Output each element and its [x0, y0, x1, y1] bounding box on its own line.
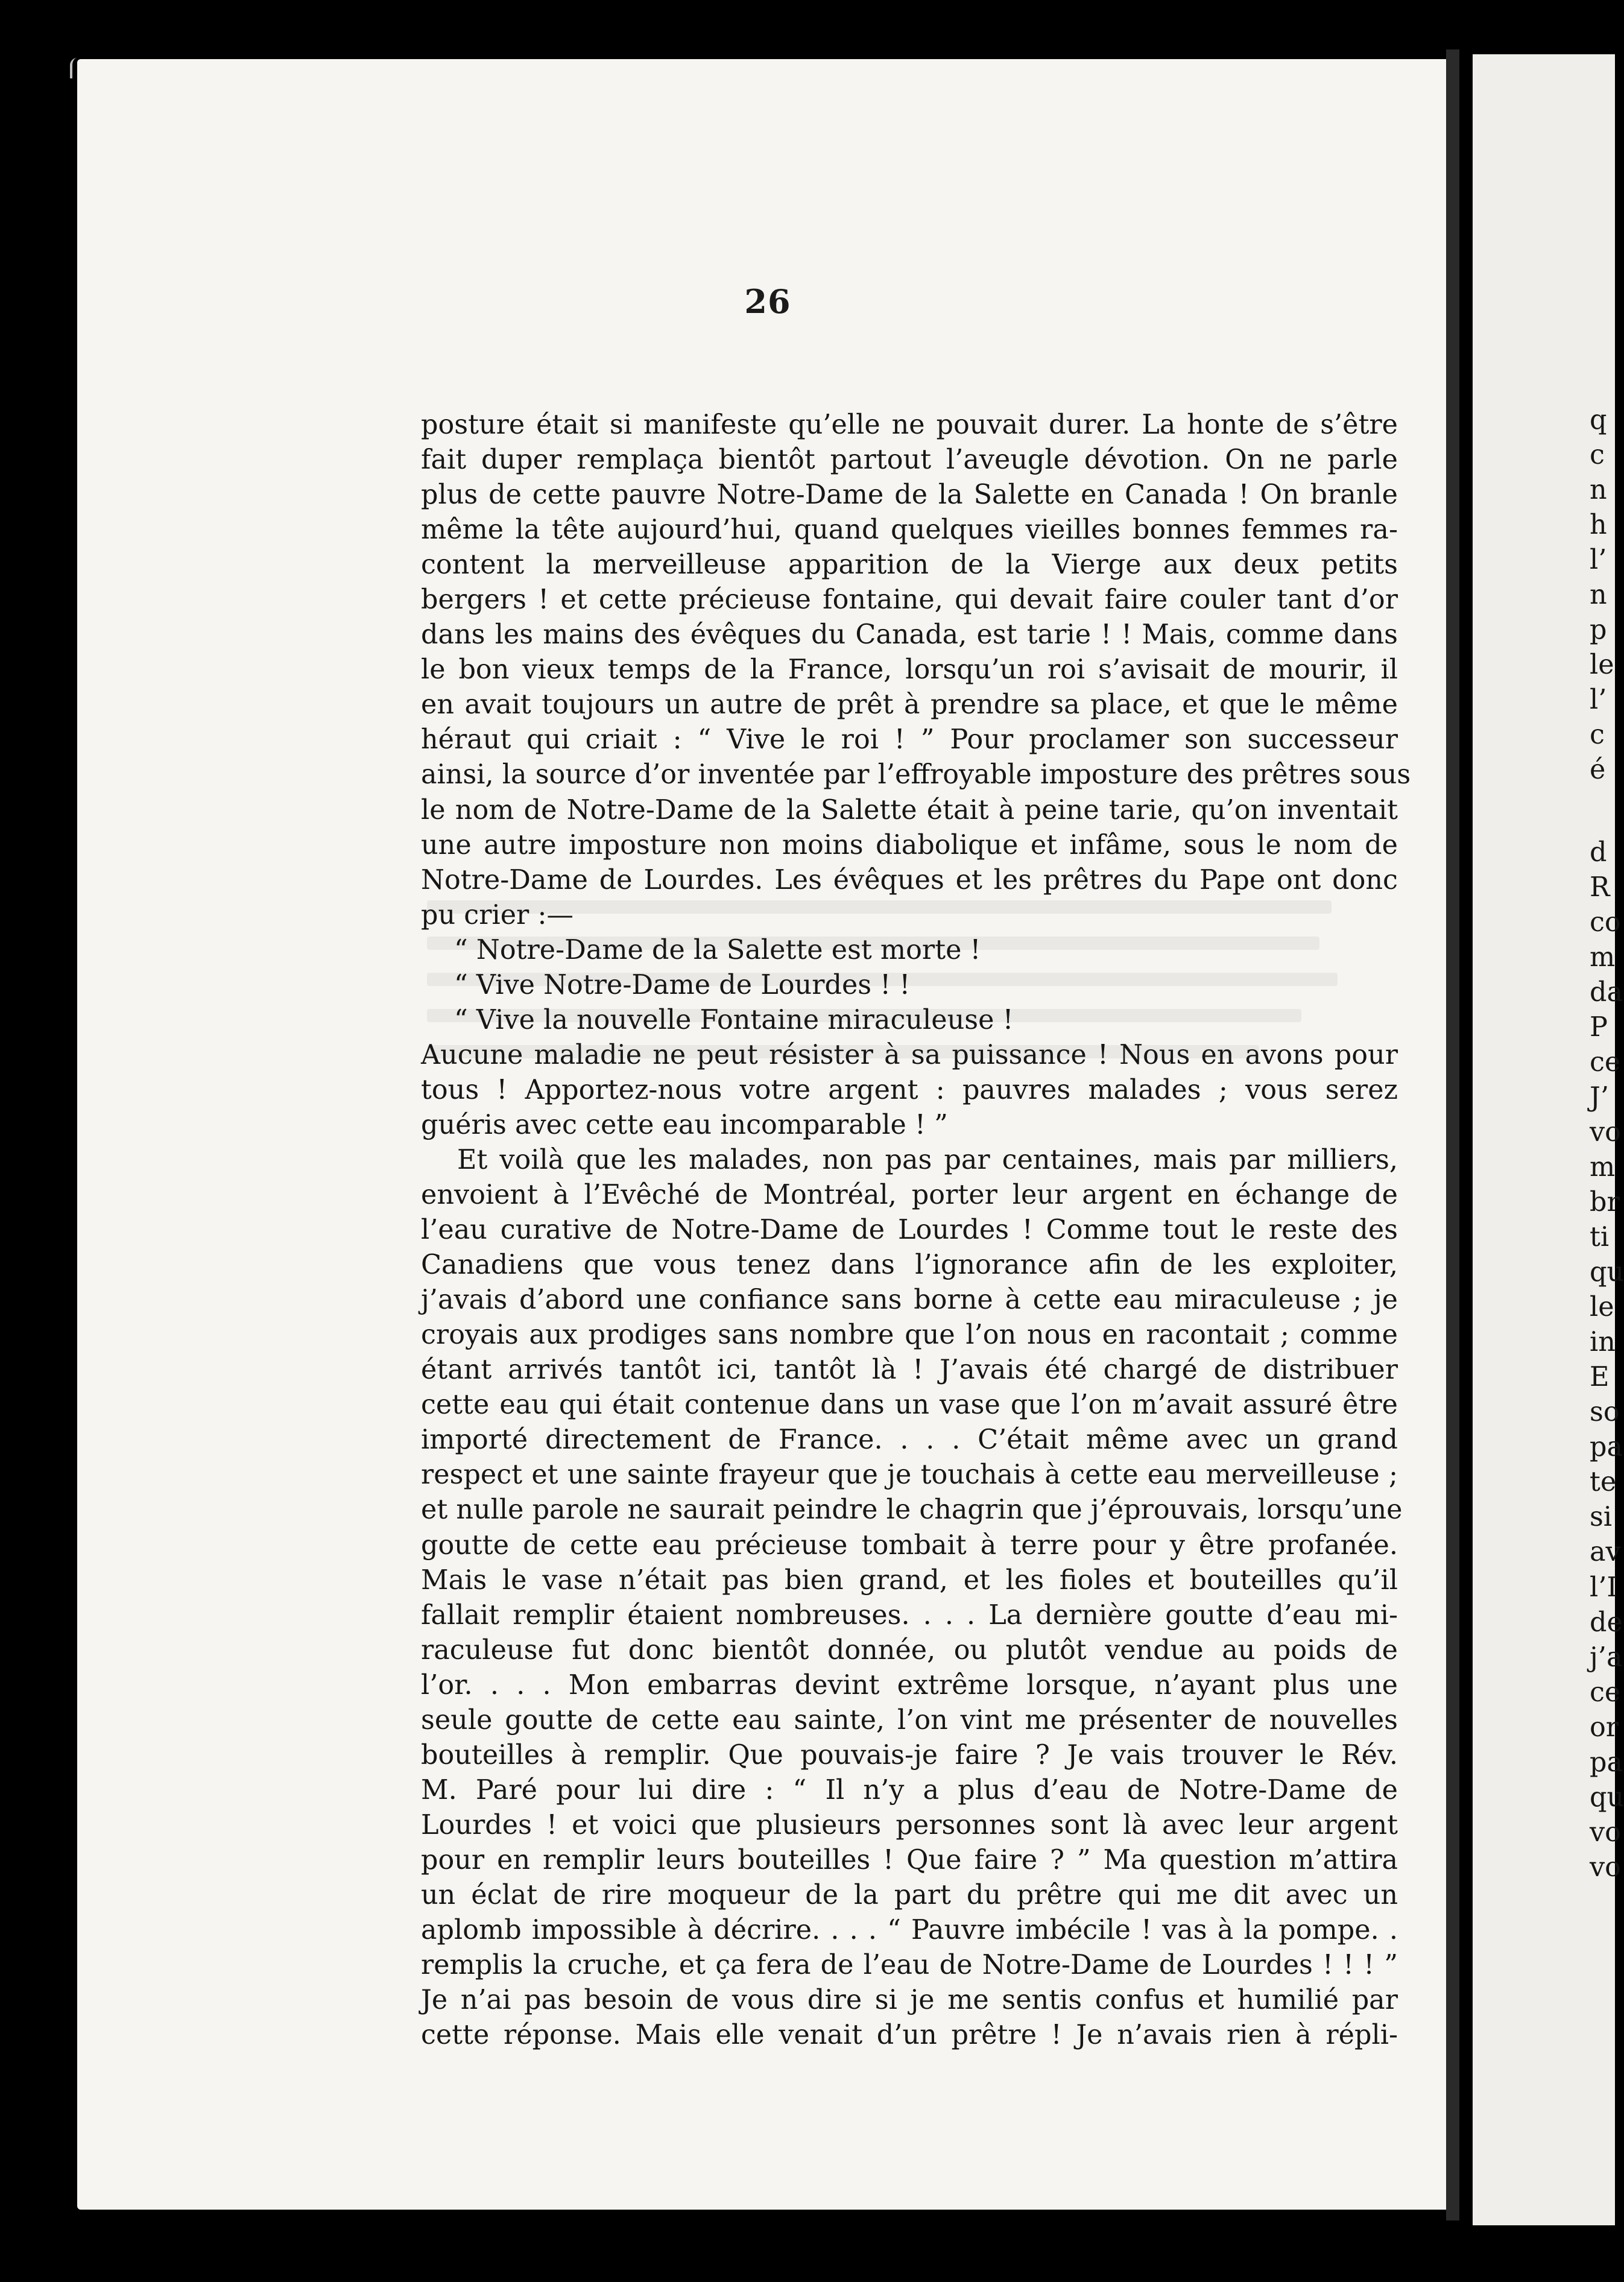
- text-line: guéris avec cette eau incomparable ! ”: [421, 1109, 948, 1140]
- adjacent-text-fragment: qu: [1590, 1257, 1624, 1288]
- text-line: fait duper remplaça bientôt partout l’aveugle dévotion. On ne parle: [421, 444, 1398, 476]
- text-line: envoient à l’Evêché de Montréal, porter leur argent en échange de: [421, 1180, 1398, 1211]
- adjacent-text-fragment: c: [1590, 440, 1605, 471]
- adjacent-text-fragment: n: [1590, 475, 1607, 506]
- text-line: raculeuse fut donc bientôt donnée, ou plutôt vendue au poids de: [421, 1634, 1398, 1666]
- text-line: aplomb impossible à décrire. . . . “ Pauvre imbécile ! vas à la pompe. .: [421, 1915, 1398, 1946]
- text-line: même la tête aujourd’hui, quand quelques vieilles bonnes femmes ra-: [421, 514, 1398, 546]
- adjacent-text-fragment: l’I: [1590, 1572, 1617, 1603]
- adjacent-text-fragment: pa: [1590, 1432, 1623, 1463]
- adjacent-text-fragment: vo: [1590, 1816, 1621, 1848]
- adjacent-text-fragment: co: [1590, 906, 1621, 938]
- text-line: en avait toujours un autre de prêt à prendre sa place, et que le même: [421, 689, 1398, 721]
- adjacent-text-fragment: l’: [1590, 684, 1607, 716]
- adjacent-text-fragment: j’a: [1590, 1642, 1623, 1673]
- text-line: ainsi, la source d’or inventée par l’effroyable imposture des prêtres sous: [421, 759, 1411, 791]
- page-number: 26: [744, 282, 791, 321]
- adjacent-text-fragment: si: [1590, 1502, 1613, 1533]
- text-line: Mais le vase n’était pas bien grand, et les fioles et bouteilles qu’il: [421, 1564, 1398, 1596]
- adjacent-text-fragment: qu: [1590, 1781, 1624, 1813]
- book-gutter: [1446, 49, 1459, 2220]
- adjacent-text-fragment: m: [1590, 941, 1616, 973]
- adjacent-text-fragment: n: [1590, 580, 1607, 611]
- text-line: pour en remplir leurs bouteilles ! Que faire ? ” Ma question m’attira: [421, 1844, 1398, 1876]
- adjacent-text-fragment: le: [1590, 1292, 1614, 1323]
- adjacent-text-fragment: br: [1590, 1186, 1620, 1218]
- adjacent-text-fragment: P: [1590, 1011, 1608, 1043]
- adjacent-text-fragment: l’: [1590, 545, 1607, 576]
- adjacent-page: [1473, 54, 1624, 2225]
- adjacent-text-fragment: R: [1590, 871, 1610, 903]
- text-line: “ Vive la nouvelle Fontaine miraculeuse !: [454, 1004, 1014, 1035]
- adjacent-text-fragment: m: [1590, 1151, 1616, 1183]
- adjacent-text-fragment: te: [1590, 1467, 1617, 1498]
- text-line: dans les mains des évêques du Canada, est tarie ! ! Mais, comme dans: [421, 619, 1398, 651]
- text-line: Lourdes ! et voici que plusieurs personnes sont là avec leur argent: [421, 1809, 1398, 1841]
- text-line: pu crier :—: [421, 899, 573, 931]
- adjacent-text-fragment: p: [1590, 615, 1607, 646]
- adjacent-text-fragment: ce: [1590, 1677, 1621, 1708]
- adjacent-text-fragment: ce: [1590, 1046, 1621, 1078]
- text-line: fallait remplir étaient nombreuses. . . . La dernière goutte d’eau mi-: [421, 1599, 1398, 1631]
- adjacent-text-fragment: av: [1590, 1537, 1621, 1568]
- adjacent-text-fragment: vo: [1590, 1851, 1621, 1883]
- text-line: héraut qui criait : “ Vive le roi ! ” Pour proclamer son successeur: [421, 724, 1398, 756]
- adjacent-text-fragment: q: [1590, 405, 1607, 435]
- adjacent-text-fragment: le: [1590, 650, 1614, 681]
- text-line: étant arrivés tantôt ici, tantôt là ! J’avais été chargé de distribuer: [421, 1354, 1398, 1386]
- text-line: bouteilles à remplir. Que pouvais-je faire ? Je vais trouver le Rév.: [421, 1739, 1398, 1771]
- text-line: bergers ! et cette précieuse fontaine, qui devait faire couler tant d’or: [421, 584, 1398, 616]
- adjacent-page-text: [1590, 403, 1624, 1885]
- text-line: Notre-Dame de Lourdes. Les évêques et les prêtres du Pape ont donc: [421, 864, 1398, 896]
- text-line: l’or. . . . Mon embarras devint extrême lorsque, n’ayant plus une: [421, 1669, 1398, 1701]
- adjacent-text-fragment: d: [1590, 836, 1607, 868]
- text-line: respect et une sainte frayeur que je touchais à cette eau merveilleuse ;: [421, 1459, 1398, 1491]
- adjacent-text-fragment: c: [1590, 719, 1605, 751]
- text-line: “ Notre-Dame de la Salette est morte !: [454, 934, 981, 966]
- adjacent-text-fragment: E: [1590, 1362, 1610, 1393]
- left-page: [77, 59, 1458, 2210]
- text-line: Aucune maladie ne peut résister à sa puissance ! Nous en avons pour: [421, 1039, 1398, 1070]
- text-line: le bon vieux temps de la France, lorsqu’un roi s’avisait de mourir, il: [421, 654, 1398, 686]
- adjacent-text-fragment: so: [1590, 1397, 1620, 1428]
- text-line: plus de cette pauvre Notre-Dame de la Salette en Canada ! On branle: [421, 479, 1398, 511]
- text-line: seule goutte de cette eau sainte, l’on vint me présenter de nouvelles: [421, 1704, 1398, 1736]
- adjacent-text-fragment: in: [1590, 1327, 1616, 1358]
- text-line: l’eau curative de Notre-Dame de Lourdes ! Comme tout le reste des: [421, 1215, 1398, 1246]
- adjacent-text-fragment: é: [1590, 754, 1606, 786]
- text-line: croyais aux prodiges sans nombre que l’on nous en racontait ; comme: [421, 1320, 1398, 1351]
- text-line: le nom de Notre-Dame de la Salette était à peine tarie, qu’on inventait: [421, 794, 1398, 826]
- adjacent-text-fragment: [1590, 788, 1624, 835]
- adjacent-text-fragment: J’: [1590, 1081, 1609, 1113]
- adjacent-text-fragment: pa: [1590, 1746, 1623, 1778]
- text-line: cette eau qui était contenue dans un vase que l’on m’avait assuré être: [421, 1389, 1398, 1421]
- text-line: Et voilà que les malades, non pas par centaines, mais par milliers,: [457, 1144, 1398, 1175]
- text-line: un éclat de rire moqueur de la part du prêtre qui me dit avec un: [421, 1879, 1398, 1911]
- text-line: tous ! Apportez-nous votre argent : pauvres malades ; vous serez: [421, 1074, 1398, 1105]
- adjacent-text-fragment: ti: [1590, 1222, 1610, 1253]
- text-line: posture était si manifeste qu’elle ne pouvait durer. La honte de s’être: [421, 409, 1398, 440]
- text-line: M. Paré pour lui dire : “ Il n’y a plus d’eau de Notre-Dame de: [421, 1774, 1398, 1806]
- adjacent-text-fragment: or: [1590, 1712, 1619, 1743]
- adjacent-text-fragment: h: [1590, 510, 1607, 541]
- text-line: remplis la cruche, et ça fera de l’eau de Notre-Dame de Lourdes ! ! ! ”: [421, 1950, 1398, 1981]
- text-line: content la merveilleuse apparition de la Vierge aux deux petits: [421, 549, 1398, 581]
- text-line: une autre imposture non moins diabolique et infâme, sous le nom de: [421, 829, 1398, 861]
- text-line: j’avais d’abord une confiance sans borne à cette eau miraculeuse ; je: [421, 1285, 1398, 1316]
- adjacent-text-fragment: vo: [1590, 1116, 1621, 1148]
- text-line: et nulle parole ne saurait peindre le chagrin que j’éprouvais, lorsqu’une: [421, 1494, 1403, 1526]
- adjacent-text-fragment: da: [1590, 976, 1623, 1008]
- text-line: Je n’ai pas besoin de vous dire si je me sentis confus et humilié par: [421, 1985, 1398, 2016]
- text-line: goutte de cette eau précieuse tombait à terre pour y être profanée.: [421, 1529, 1398, 1561]
- text-line: cette réponse. Mais elle venait d’un prêtre ! Je n’avais rien à répli-: [421, 2020, 1398, 2051]
- adjacent-text-fragment: de: [1590, 1607, 1623, 1638]
- text-line: “ Vive Notre-Dame de Lourdes ! !: [454, 969, 911, 1000]
- text-line: Canadiens que vous tenez dans l’ignorance afin de les exploiter,: [421, 1250, 1398, 1281]
- text-line: importé directement de France. . . . C’était même avec un grand: [421, 1424, 1398, 1456]
- body-text: [421, 408, 1411, 2053]
